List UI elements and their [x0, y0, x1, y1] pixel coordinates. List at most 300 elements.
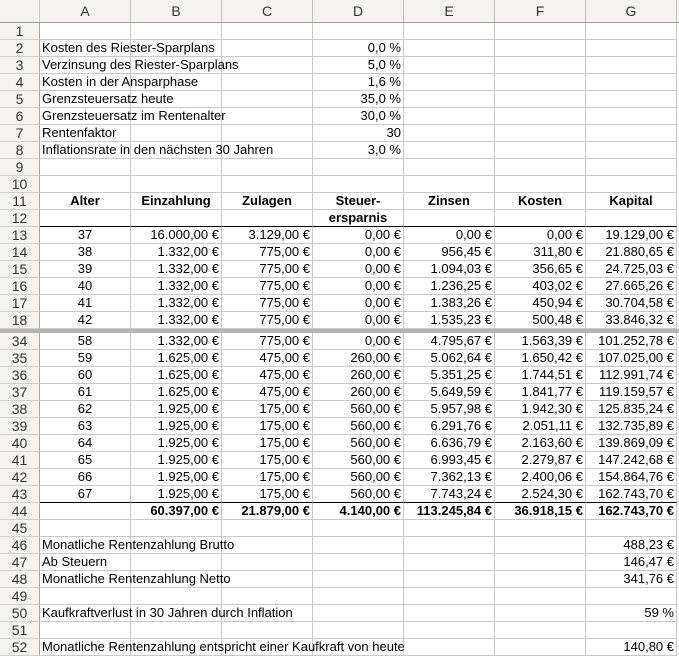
param-row — [0, 125, 679, 142]
value-cell[interactable]: 5.649,59 € — [404, 384, 495, 401]
value-cell[interactable]: 119.159,57 € — [586, 384, 677, 401]
value-cell[interactable]: 113.245,84 € — [404, 503, 495, 520]
value-cell[interactable]: 162.743,70 € — [586, 503, 677, 520]
value-cell[interactable]: 5.351,25 € — [404, 367, 495, 384]
value-cell[interactable]: 139.869,09 € — [586, 435, 677, 452]
row-header[interactable]: 1 — [0, 23, 40, 40]
age-cell[interactable]: 64 — [40, 435, 131, 452]
cell[interactable] — [313, 605, 404, 622]
row-header[interactable]: 49 — [0, 588, 40, 605]
value-cell[interactable]: 560,00 € — [313, 452, 404, 469]
param-value[interactable]: 30,0 % — [313, 108, 404, 125]
cell[interactable] — [222, 74, 313, 91]
age-cell[interactable]: 66 — [40, 469, 131, 486]
cell[interactable] — [586, 520, 677, 537]
cell[interactable] — [586, 125, 677, 142]
cell[interactable] — [495, 91, 586, 108]
value-cell[interactable]: 125.835,24 € — [586, 401, 677, 418]
value-cell[interactable]: 175,00 € — [222, 418, 313, 435]
value-cell[interactable]: 27.665,26 € — [586, 278, 677, 295]
cell[interactable] — [495, 74, 586, 91]
frozen-rows-split-bar[interactable] — [0, 329, 679, 333]
param-label: Rentenfaktor — [42, 125, 117, 140]
param-value[interactable]: 3,0 % — [313, 142, 404, 159]
cell[interactable] — [495, 159, 586, 176]
value-cell[interactable]: 1.535,23 € — [404, 312, 495, 329]
cell[interactable] — [222, 520, 313, 537]
age-cell[interactable]: 40 — [40, 278, 131, 295]
row-header[interactable]: 43 — [0, 486, 40, 503]
value-cell[interactable]: 1.925,00 € — [131, 469, 222, 486]
value-cell[interactable]: 0,00 € — [404, 227, 495, 244]
row-header[interactable]: 2 — [0, 40, 40, 57]
value-cell[interactable]: 7.743,24 € — [404, 486, 495, 503]
age-cell[interactable]: 61 — [40, 384, 131, 401]
age-cell[interactable]: 65 — [40, 452, 131, 469]
row-header[interactable]: 14 — [0, 244, 40, 261]
value-cell[interactable]: 1.625,00 € — [131, 384, 222, 401]
cell[interactable] — [222, 23, 313, 40]
cell[interactable] — [495, 23, 586, 40]
value-cell[interactable]: 775,00 € — [222, 278, 313, 295]
value-cell[interactable]: 2.051,11 € — [495, 418, 586, 435]
table-row — [0, 486, 679, 503]
row-header[interactable]: 5 — [0, 91, 40, 108]
row-header[interactable]: 48 — [0, 571, 40, 588]
table-row — [0, 227, 679, 244]
cell[interactable] — [495, 622, 586, 639]
value-cell[interactable]: 260,00 € — [313, 367, 404, 384]
value-cell[interactable]: 7.362,13 € — [404, 469, 495, 486]
value-cell[interactable]: 775,00 € — [222, 312, 313, 329]
param-label: Grenzsteuersatz heute — [42, 91, 174, 106]
age-cell[interactable]: 39 — [40, 261, 131, 278]
row-header[interactable]: 7 — [0, 125, 40, 142]
table-row — [0, 418, 679, 435]
value-cell[interactable]: 16.000,00 € — [131, 227, 222, 244]
column-title — [40, 210, 131, 227]
age-cell[interactable] — [40, 503, 131, 520]
cell[interactable] — [404, 554, 495, 571]
row-header[interactable]: 13 — [0, 227, 40, 244]
value-cell[interactable]: 30.704,58 € — [586, 295, 677, 312]
value-cell[interactable]: 260,00 € — [313, 384, 404, 401]
param-label: Kosten in der Ansparphase — [42, 74, 199, 89]
cell[interactable] — [586, 176, 677, 193]
age-cell[interactable]: 62 — [40, 401, 131, 418]
param-row — [0, 74, 679, 91]
cell[interactable] — [313, 176, 404, 193]
value-cell[interactable]: 21.880,65 € — [586, 244, 677, 261]
value-cell[interactable]: 1.625,00 € — [131, 350, 222, 367]
value-cell[interactable]: 1.942,30 € — [495, 401, 586, 418]
row-header[interactable]: 35 — [0, 350, 40, 367]
value-cell[interactable]: 1.236,25 € — [404, 278, 495, 295]
cell[interactable] — [404, 23, 495, 40]
cell[interactable] — [495, 108, 586, 125]
cell[interactable] — [495, 537, 586, 554]
cell[interactable] — [222, 554, 313, 571]
column-header-e[interactable]: E — [404, 0, 495, 22]
age-cell[interactable]: 59 — [40, 350, 131, 367]
column-title: Kapital — [586, 193, 677, 210]
column-header-b[interactable]: B — [131, 0, 222, 22]
cell[interactable] — [222, 537, 313, 554]
cell[interactable] — [495, 57, 586, 74]
param-label: Inflationsrate in den nächsten 30 Jahren — [42, 142, 274, 157]
value-cell[interactable]: 475,00 € — [222, 367, 313, 384]
summary-value[interactable]: 488,23 € — [586, 537, 677, 554]
cell[interactable] — [313, 588, 404, 605]
value-cell[interactable]: 1.925,00 € — [131, 435, 222, 452]
value-cell[interactable]: 0,00 € — [495, 227, 586, 244]
cell[interactable] — [495, 125, 586, 142]
row-header[interactable]: 44 — [0, 503, 40, 520]
value-cell[interactable]: 1.332,00 € — [131, 261, 222, 278]
cell[interactable] — [495, 588, 586, 605]
cell[interactable] — [131, 588, 222, 605]
value-cell[interactable]: 1.332,00 € — [131, 244, 222, 261]
value-cell[interactable]: 2.524,30 € — [495, 486, 586, 503]
cell[interactable] — [495, 520, 586, 537]
age-cell[interactable]: 63 — [40, 418, 131, 435]
cell[interactable] — [404, 91, 495, 108]
row-header[interactable]: 4 — [0, 74, 40, 91]
param-label: Grenzsteuersatz im Rentenalter — [42, 108, 226, 123]
value-cell[interactable]: 403,02 € — [495, 278, 586, 295]
row-header[interactable]: 16 — [0, 278, 40, 295]
cell[interactable] — [222, 159, 313, 176]
column-title — [404, 210, 495, 227]
row-header[interactable]: 8 — [0, 142, 40, 159]
param-value[interactable]: 35,0 % — [313, 91, 404, 108]
value-cell[interactable]: 1.625,00 € — [131, 367, 222, 384]
value-cell[interactable]: 0,00 € — [313, 333, 404, 350]
cell[interactable] — [313, 23, 404, 40]
value-cell[interactable]: 1.925,00 € — [131, 452, 222, 469]
summary-row — [0, 605, 679, 622]
value-cell[interactable]: 475,00 € — [222, 384, 313, 401]
column-header-c[interactable]: C — [222, 0, 313, 22]
table-row — [0, 333, 679, 350]
cell[interactable] — [586, 23, 677, 40]
cell[interactable] — [131, 520, 222, 537]
cell[interactable] — [404, 639, 495, 656]
value-cell[interactable]: 775,00 € — [222, 261, 313, 278]
value-cell[interactable]: 5.062,64 € — [404, 350, 495, 367]
row-header[interactable]: 6 — [0, 108, 40, 125]
age-cell[interactable]: 42 — [40, 312, 131, 329]
cell[interactable] — [404, 125, 495, 142]
cell[interactable] — [586, 159, 677, 176]
row-header[interactable]: 10 — [0, 176, 40, 193]
param-value[interactable]: 5,0 % — [313, 57, 404, 74]
cell[interactable] — [404, 537, 495, 554]
value-cell[interactable]: 1.925,00 € — [131, 401, 222, 418]
value-cell[interactable]: 260,00 € — [313, 350, 404, 367]
table-row — [0, 295, 679, 312]
cell[interactable] — [586, 108, 677, 125]
summary-value[interactable]: 146,47 € — [586, 554, 677, 571]
table-row — [0, 261, 679, 278]
cell[interactable] — [222, 622, 313, 639]
value-cell[interactable]: 175,00 € — [222, 452, 313, 469]
value-cell[interactable]: 175,00 € — [222, 435, 313, 452]
param-value[interactable]: 30 — [313, 125, 404, 142]
value-cell[interactable]: 2.400,06 € — [495, 469, 586, 486]
value-cell[interactable]: 0,00 € — [313, 295, 404, 312]
value-cell[interactable]: 1.925,00 € — [131, 418, 222, 435]
age-cell[interactable]: 58 — [40, 333, 131, 350]
value-cell[interactable]: 775,00 € — [222, 333, 313, 350]
value-cell[interactable]: 175,00 € — [222, 486, 313, 503]
cell[interactable] — [131, 159, 222, 176]
value-cell[interactable]: 560,00 € — [313, 486, 404, 503]
cell[interactable] — [131, 554, 222, 571]
value-cell[interactable]: 450,94 € — [495, 295, 586, 312]
cell[interactable] — [40, 588, 131, 605]
column-header-f[interactable]: F — [495, 0, 586, 22]
cell[interactable] — [313, 520, 404, 537]
cell[interactable] — [404, 108, 495, 125]
column-header-g[interactable]: G — [586, 0, 677, 22]
cell[interactable] — [586, 74, 677, 91]
value-cell[interactable]: 1.332,00 € — [131, 295, 222, 312]
value-cell[interactable]: 0,00 € — [313, 244, 404, 261]
cell[interactable] — [404, 605, 495, 622]
cell[interactable] — [495, 40, 586, 57]
row-header[interactable]: 41 — [0, 452, 40, 469]
summary-value[interactable]: 341,76 € — [586, 571, 677, 588]
row-header[interactable]: 39 — [0, 418, 40, 435]
value-cell[interactable]: 0,00 € — [313, 227, 404, 244]
age-cell[interactable]: 60 — [40, 367, 131, 384]
row-header[interactable]: 45 — [0, 520, 40, 537]
value-cell[interactable]: 6.993,45 € — [404, 452, 495, 469]
value-cell[interactable]: 21.879,00 € — [222, 503, 313, 520]
cell[interactable] — [404, 520, 495, 537]
cell[interactable] — [313, 571, 404, 588]
value-cell[interactable]: 1.650,42 € — [495, 350, 586, 367]
value-cell[interactable]: 132.735,89 € — [586, 418, 677, 435]
cell[interactable] — [222, 588, 313, 605]
cell[interactable] — [222, 40, 313, 57]
row-header[interactable]: 3 — [0, 57, 40, 74]
cell[interactable] — [404, 571, 495, 588]
column-title: Zinsen — [404, 193, 495, 210]
cell[interactable] — [40, 159, 131, 176]
age-cell[interactable]: 37 — [40, 227, 131, 244]
column-header-a[interactable]: A — [40, 0, 131, 22]
value-cell[interactable]: 956,45 € — [404, 244, 495, 261]
param-row — [0, 159, 679, 176]
cell[interactable] — [404, 588, 495, 605]
param-row — [0, 142, 679, 159]
value-cell[interactable]: 2.163,60 € — [495, 435, 586, 452]
row-header[interactable]: 50 — [0, 605, 40, 622]
value-cell[interactable]: 60.397,00 € — [131, 503, 222, 520]
cell[interactable] — [495, 142, 586, 159]
row-header[interactable]: 51 — [0, 622, 40, 639]
value-cell[interactable]: 500,48 € — [495, 312, 586, 329]
row-header[interactable]: 17 — [0, 295, 40, 312]
row-header[interactable]: 47 — [0, 554, 40, 571]
cell[interactable] — [222, 125, 313, 142]
value-cell[interactable]: 147.242,68 € — [586, 452, 677, 469]
value-cell[interactable]: 1.925,00 € — [131, 486, 222, 503]
value-cell[interactable]: 1.332,00 € — [131, 278, 222, 295]
value-cell[interactable]: 775,00 € — [222, 295, 313, 312]
param-value[interactable]: 1,6 % — [313, 74, 404, 91]
value-cell[interactable]: 19.129,00 € — [586, 227, 677, 244]
column-header-d[interactable]: D — [313, 0, 404, 22]
row-header[interactable]: 38 — [0, 401, 40, 418]
value-cell[interactable]: 1.332,00 € — [131, 333, 222, 350]
cell[interactable] — [586, 91, 677, 108]
value-cell[interactable]: 33.846,32 € — [586, 312, 677, 329]
value-cell[interactable]: 162.743,70 € — [586, 486, 677, 503]
column-title: ersparnis — [313, 210, 404, 227]
cell[interactable] — [313, 159, 404, 176]
cell[interactable] — [313, 537, 404, 554]
row-header[interactable]: 9 — [0, 159, 40, 176]
value-cell[interactable]: 2.279,87 € — [495, 452, 586, 469]
cell[interactable] — [495, 554, 586, 571]
row-header[interactable]: 40 — [0, 435, 40, 452]
value-cell[interactable]: 1.744,51 € — [495, 367, 586, 384]
value-cell[interactable]: 1.383,26 € — [404, 295, 495, 312]
cell[interactable] — [313, 622, 404, 639]
cell[interactable] — [404, 622, 495, 639]
column-title — [131, 210, 222, 227]
cell[interactable] — [131, 622, 222, 639]
cell[interactable] — [131, 23, 222, 40]
age-cell[interactable]: 41 — [40, 295, 131, 312]
row-header[interactable]: 34 — [0, 333, 40, 350]
row-header[interactable]: 36 — [0, 367, 40, 384]
value-cell[interactable]: 560,00 € — [313, 401, 404, 418]
cell[interactable] — [404, 57, 495, 74]
summary-value[interactable]: 140,80 € — [586, 639, 677, 656]
cell[interactable] — [404, 159, 495, 176]
value-cell[interactable]: 175,00 € — [222, 469, 313, 486]
value-cell[interactable]: 1.841,77 € — [495, 384, 586, 401]
cell[interactable] — [495, 176, 586, 193]
cell[interactable] — [131, 125, 222, 142]
cell[interactable] — [40, 520, 131, 537]
cell[interactable] — [495, 571, 586, 588]
summary-label: Monatliche Rentenzahlung Netto — [42, 571, 231, 586]
cell[interactable] — [495, 639, 586, 656]
param-value[interactable]: 0,0 % — [313, 40, 404, 57]
cell[interactable] — [404, 142, 495, 159]
cell[interactable] — [40, 176, 131, 193]
cell[interactable] — [404, 74, 495, 91]
cell[interactable] — [586, 588, 677, 605]
column-title: Kosten — [495, 193, 586, 210]
select-all-corner[interactable] — [0, 0, 40, 22]
table-row — [0, 367, 679, 384]
column-title: Einzahlung — [131, 193, 222, 210]
value-cell[interactable]: 107.025,00 € — [586, 350, 677, 367]
value-cell[interactable]: 0,00 € — [313, 261, 404, 278]
value-cell[interactable]: 1.563,39 € — [495, 333, 586, 350]
cell[interactable] — [222, 176, 313, 193]
value-cell[interactable]: 4.140,00 € — [313, 503, 404, 520]
value-cell[interactable]: 0,00 € — [313, 278, 404, 295]
row-header[interactable]: 42 — [0, 469, 40, 486]
cell[interactable] — [404, 40, 495, 57]
summary-row — [0, 537, 679, 554]
cell[interactable] — [222, 571, 313, 588]
row-header[interactable]: 11 — [0, 193, 40, 210]
cell[interactable] — [40, 23, 131, 40]
cell[interactable] — [586, 622, 677, 639]
summary-label: Kaufkraftverlust in 30 Jahren durch Inflation — [42, 605, 293, 620]
row-header[interactable]: 52 — [0, 639, 40, 656]
value-cell[interactable]: 775,00 € — [222, 244, 313, 261]
value-cell[interactable]: 36.918,15 € — [495, 503, 586, 520]
cell[interactable] — [131, 176, 222, 193]
cell[interactable] — [222, 91, 313, 108]
cell[interactable] — [586, 142, 677, 159]
value-cell[interactable]: 3.129,00 € — [222, 227, 313, 244]
cell[interactable] — [586, 57, 677, 74]
row-header[interactable]: 37 — [0, 384, 40, 401]
value-cell[interactable]: 0,00 € — [313, 312, 404, 329]
value-cell[interactable]: 5.957,98 € — [404, 401, 495, 418]
value-cell[interactable]: 154.864,76 € — [586, 469, 677, 486]
value-cell[interactable]: 112.991,74 € — [586, 367, 677, 384]
cell[interactable] — [313, 554, 404, 571]
value-cell[interactable]: 560,00 € — [313, 435, 404, 452]
row-header[interactable]: 46 — [0, 537, 40, 554]
row-header[interactable]: 12 — [0, 210, 40, 227]
value-cell[interactable]: 311,80 € — [495, 244, 586, 261]
value-cell[interactable]: 24.725,03 € — [586, 261, 677, 278]
value-cell[interactable]: 1.094,03 € — [404, 261, 495, 278]
cell[interactable] — [495, 605, 586, 622]
column-title: Alter — [40, 193, 131, 210]
cell[interactable] — [404, 176, 495, 193]
row-header[interactable]: 18 — [0, 312, 40, 329]
summary-row — [0, 622, 679, 639]
column-title — [222, 210, 313, 227]
summary-value[interactable]: 59 % — [586, 605, 677, 622]
value-cell[interactable]: 101.252,78 € — [586, 333, 677, 350]
cell[interactable] — [40, 622, 131, 639]
param-row — [0, 57, 679, 74]
value-cell[interactable]: 1.332,00 € — [131, 312, 222, 329]
value-cell[interactable]: 560,00 € — [313, 418, 404, 435]
value-cell[interactable]: 6.291,76 € — [404, 418, 495, 435]
value-cell[interactable]: 356,65 € — [495, 261, 586, 278]
row-header[interactable]: 15 — [0, 261, 40, 278]
value-cell[interactable]: 6.636,79 € — [404, 435, 495, 452]
param-row — [0, 91, 679, 108]
cell[interactable] — [586, 40, 677, 57]
column-title — [495, 210, 586, 227]
value-cell[interactable]: 475,00 € — [222, 350, 313, 367]
value-cell[interactable]: 4.795,67 € — [404, 333, 495, 350]
summary-label: Ab Steuern — [42, 554, 108, 569]
age-cell[interactable]: 38 — [40, 244, 131, 261]
cell[interactable] — [222, 108, 313, 125]
value-cell[interactable]: 560,00 € — [313, 469, 404, 486]
age-cell[interactable]: 67 — [40, 486, 131, 503]
summary-row — [0, 588, 679, 605]
value-cell[interactable]: 175,00 € — [222, 401, 313, 418]
